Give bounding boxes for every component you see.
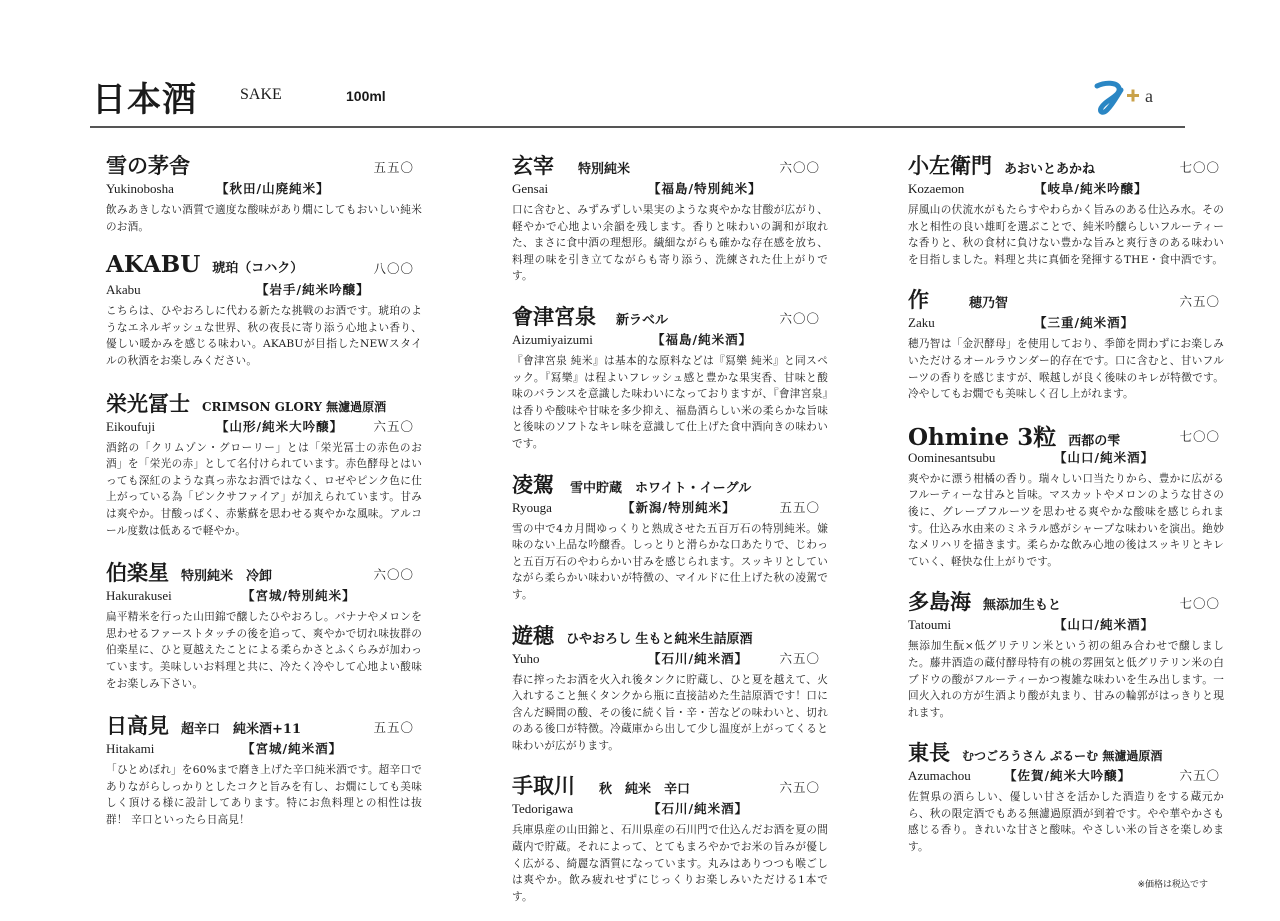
sake-name: 小左衛門 [908,153,992,178]
sake-romaji: Aizumiyaizumi [512,331,593,347]
sake-item-kozaemon [908,150,1224,268]
sake-romaji: Azumachou [908,768,971,784]
sake-price: 六五〇 [779,780,820,796]
sake-price: 六五〇 [1179,768,1220,784]
sake-subtitle: 無添加生もと [983,598,1062,614]
sake-region: 【山口/純米酒】 [1054,617,1155,633]
menu-header [90,68,1185,130]
sake-name: 手取川 [512,773,575,799]
sake-region: 【石川/純米酒】 [648,801,749,817]
sake-item-aizumiyaizumi [512,301,828,453]
sake-romaji: Yuho [512,650,540,666]
brand-logo [1087,74,1179,118]
sake-description: 扁平精米を行った山田錦で醸したひやおろし。バナナやメロンを思わせるファーストタッチの後を追って、爽やかで切れ味抜群の伯楽星に、ひと夏越えたことによる柔らかさとふくらみが加わっています。美味しいお料理と共に、冷たく冷やして心地よい酸味をお楽しみ下さい。 [106,611,422,690]
header-rule [90,126,1185,128]
sake-subtitle: ひやおろし 生もと純米生詰原酒 [566,631,753,647]
sake-name: 作 [908,287,929,313]
sake-subtitle: 雪中貯蔵 ホワイト・イーグル [570,480,752,496]
sake-item-tedorigawa [512,770,828,905]
sake-subtitle: 新ラベル [616,312,669,328]
sake-description: 屏風山の伏流水がもたらすやわらかく旨みのある仕込み水。その水と相性の良い雄町を選ぶことで、純米吟醸らしいフルーティーな香りと、秋の食材に負けない豊かな旨みと爽行きのある味わいを目指しました。料理と共に真価を発揮するTHE・食中酒です。 [908,204,1224,266]
sake-subtitle: 特別純米 冷卸 [181,569,273,585]
sake-region: 【石川/純米酒】 [648,650,749,666]
sake-romaji: Tatoumi [908,617,952,633]
sake-price: 七〇〇 [1179,596,1220,612]
sake-item-zaku [908,284,1224,402]
sake-region: 【三重/純米酒】 [1034,315,1135,331]
sake-romaji: Oominesantsubu [908,449,996,465]
page-title: 日本酒 [92,80,197,120]
sake-subtitle: 特別純米 [578,162,631,177]
sake-name: 伯楽星 [106,560,169,586]
sake-description: 春に搾ったお酒を火入れ後タンクに貯蔵し、ひと夏を越えて、火入れすること無くタンクから瓶に直接詰めた生詰原酒です！口に含んだ瞬間の酸、その後に続く旨・辛・苦などの味わいと、切れのある後口が特徴。冷蔵庫から出して少し温度が上がってくると味わいが広がります。 [512,673,828,752]
sake-description: 飲みあきしない酒質で適度な酸味があり燗にしてもおいしい純米のお酒。 [106,204,422,233]
sake-name: 凌駕 [512,471,554,497]
sake-item-eikoufuji [106,388,422,540]
sake-name: 會津宮泉 [512,303,596,329]
sake-subtitle: 秋 純米 辛口 [599,782,691,798]
sake-region: 【福島/特別純米】 [648,181,762,196]
sake-subtitle: 穂乃智 [969,296,1009,312]
sake-description: 『會津宮泉 純米』は基本的な原料などは『冩樂 純米』と同スペック。『冩樂』は程よいフレッシュ感と豊かな果実香、甘味と酸味のバランスを意識した味わいになっておりますが、『會津宮泉』は香りや酸味や甘味を多少抑え、福島酒らしい米の柔らかな旨味と後味のソフトなキレ味を意識して仕上げた食中酒向きの味わいです。 [512,354,828,450]
sake-region: 【岐阜/純米吟醸】 [1034,181,1148,196]
sake-description: 口に含むと、みずみずしい果実のような爽やかな甘酸が広がり、軽やかで心地よい余韻を残します。香りと味わいの調和が取れた、まさに食中酒の理想形。繊細ながらも確かな存在感を放ち、料理の味を引き立てながらも寄り添う、洗練された仕上がりです。 [512,204,828,283]
sake-item-akabu [106,251,422,369]
sake-name: 玄宰 [512,153,554,178]
sake-romaji: Yukinobosha [106,181,174,196]
sake-description: 爽やかに漂う柑橘の香り。瑞々しい口当たりから、豊かに広がるフルーティーな甘みと旨味。マスカットやメロンのような甘さの後に、グレープフルーツを思わせる爽やかな酸味を感じられます。仕込み水由来のミネラル感がシャープな味わいを演出。絶妙なメリハリを描きます。柔らかな飲み心地の後はスッキリとキレていく、軽快な仕上がりです。 [908,472,1224,568]
sake-item-ryouga [512,469,828,604]
sake-item-ohmine [908,419,1224,571]
sake-item-azumachou [908,737,1224,855]
svg-text:a: a [1145,86,1153,106]
sake-price: 七〇〇 [1179,428,1220,444]
menu-column-1 [106,150,422,844]
sake-item-yuho [512,620,828,755]
sake-romaji: Hakurakusei [106,588,172,604]
sake-romaji: Hitakami [106,741,155,757]
sake-romaji: Gensai [512,181,549,196]
sake-price: 五五〇 [373,160,414,175]
sake-name: AKABU [106,251,201,279]
sake-subtitle: 琥珀（コハク） [212,261,304,277]
serving-volume: 100ml [346,88,386,104]
page-subtitle: SAKE [240,86,282,103]
sake-price: 六〇〇 [373,567,414,583]
sake-region: 【山口/純米酒】 [1054,449,1155,465]
sake-region: 【山形/純米大吟醸】 [216,418,344,434]
sake-romaji: Eikoufuji [106,418,156,434]
sake-name: 栄光冨士 [106,390,190,416]
sake-region: 【岩手/純米吟醸】 [256,282,370,298]
sake-subtitle: 超辛口 純米酒+11 [181,722,301,738]
sake-price: 六〇〇 [779,160,820,175]
sake-subtitle: CRIMSON GLORY 無濾過原酒 [202,399,387,414]
sake-region: 【宮城/純米酒】 [242,741,343,757]
sake-romaji: Zaku [908,315,935,331]
sake-romaji: Ryouga [512,499,552,515]
sake-subtitle: むつごろうさん ぷるーむ 無濾過原酒 [962,749,1163,764]
sake-price: 六五〇 [1179,294,1220,310]
sake-item-tatoumi [908,586,1224,721]
sake-price: 六五〇 [779,650,820,666]
sake-name: 雪の茅舎 [106,153,190,178]
sake-name: 多島海 [908,589,971,615]
sake-description: 「ひとめぼれ」を60%まで磨き上げた辛口純米酒です。超辛口でありながらしっかりとしたコクと旨みを有し、お燗にしても美味しく頂ける様に設計してあります。特にお魚料理との相性は抜群！ 辛口といったら日高見！ [106,764,422,826]
sake-romaji: Akabu [106,282,141,298]
sake-price: 六五〇 [373,418,414,434]
sake-item-gensai [512,150,828,285]
sake-description: こちらは、ひやおろしに代わる新たな挑戦のお酒です。琥珀のようなエネルギッシュな世界、秋の夜長に寄り添う心地よい香り、優しい暖かみを感じる味わい。AKABUが目指したNEWスタイルの秋酒をお楽しみください。 [106,305,422,367]
sake-price: 六〇〇 [779,310,820,326]
sake-price: 五五〇 [373,720,414,736]
sake-region: 【新潟/特別純米】 [622,499,736,515]
sake-romaji: Tedorigawa [512,801,574,817]
sake-region: 【宮城/特別純米】 [242,588,356,604]
sake-region: 【福島/純米酒】 [652,331,753,347]
sake-item-hitakami [106,710,422,828]
sake-price: 五五〇 [779,499,820,515]
menu-column-2 [512,150,828,921]
sake-name: Ohmine 3粒 [908,423,1057,451]
sake-region: 【秋田/山廃純米】 [216,181,330,196]
sake-description: 兵庫県産の山田錦と、石川県産の石川門で仕込んだお酒を夏の間蔵内で貯蔵。それによって、とてもまろやかでお米の旨みが優しく広がる、綺麗な酒質になっています。丸みはありつつも喉ごしは爽やか。飲み疲れせずにじっくりお楽しみいただける1本です。 [512,824,828,903]
sake-subtitle: あおいとあかね [1004,162,1096,177]
sake-item-yukinobosha [106,150,422,235]
sake-description: 酒銘の「クリムゾン・グローリー」とは「栄光冨士の赤色のお酒」を「栄光の赤」として名付けられています。赤色酵母とはいっても深紅のような真っ赤なお酒ではなく、ロゼやピンク色に仕上がっている為「ピンクサファイア」が加えられています。甘みは爽やか。甘酸っぱく、赤紫蘇を思わせる爽やかな風味。アルコール度数は低あるで軽やか。 [106,441,422,537]
sake-description: 雪の中で4カ月間ゆっくりと熟成させた五百万石の特別純米。嫌味のない上品な吟醸香。しっとりと滑らかな口あたりで、じわっと五百万石のやわらかい甘みを感じられます。スッキリとしていながら柔らかい味わいが特徴の、マイルドに仕上げた秋の凌駕です。 [512,522,828,601]
logo-icon [1087,74,1179,118]
sake-description: 無添加生酛×低グリテリン米という初の組み合わせで醸しました。藤井酒造の蔵付酵母特有の桃の雰囲気と低グリテリン米の白ブドウの酸がフルーティーかつ複雑な味わいを生み出します。一回火入れの方が生酒より酸が丸まり、甘みの輪郭がはっきりと現れます。 [908,640,1224,719]
sake-price: 八〇〇 [373,261,414,277]
sake-name: 東長 [908,740,950,766]
sake-name: 日高見 [106,713,169,739]
sake-description: 穂乃智は「金沢酵母」を使用しており、季節を問わずにお楽しみいただけるオールラウンダー的存在です。口に含むと、甘いフルーツの香りを感じますが、喉越しが良く後味のキレが特徴です。冷やしてもお燗でも美味しく召し上がれます。 [908,338,1224,401]
sake-item-hakurakusei [106,557,422,692]
sake-region: 【佐賀/純米大吟醸】 [1004,768,1132,784]
sake-name: 遊穂 [512,622,554,648]
sake-subtitle: 西都の雫 [1068,433,1121,449]
sake-description: 佐賀県の酒らしい、優しい甘さを活かした酒造りをする蔵元から、秋の限定酒でもある無濾過原酒が到着です。やや華やかさも感じる香り。きれいな甘さと酸味。やさしい米の旨さを楽しめます。 [908,791,1224,854]
sake-romaji: Kozaemon [908,181,965,196]
tax-note: ※価格は税込です [1137,880,1208,890]
menu-column-3 [908,150,1224,872]
sake-price: 七〇〇 [1179,160,1220,175]
